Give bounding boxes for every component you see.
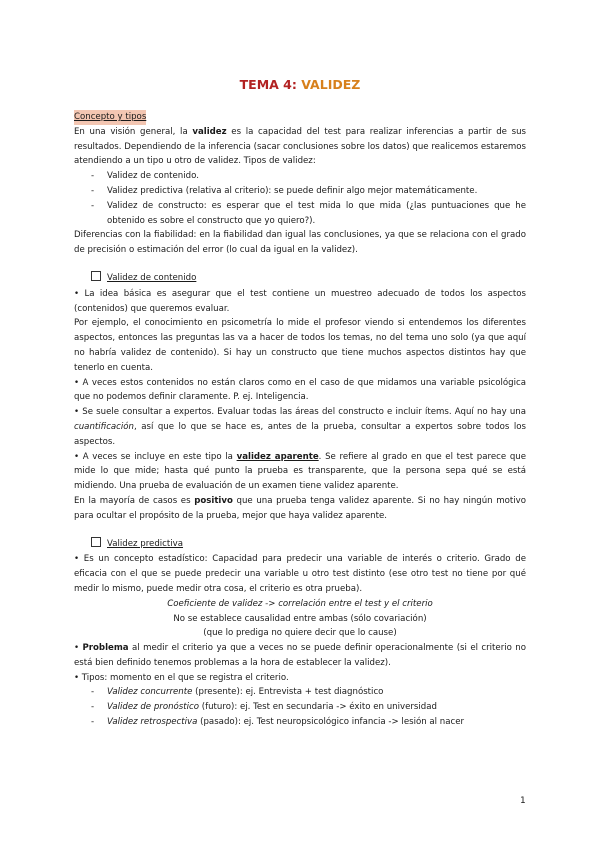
subsection-heading-contenido: Validez de contenido bbox=[74, 271, 526, 286]
subsection-heading-predictiva: Validez predictiva bbox=[74, 537, 526, 552]
paragraph: • Se suele consultar a expertos. Evaluar todas las áreas del constructo e incluir ítems. Aquí no hay una cuantificación, así que lo que se hace es, antes de la prueba, consultar a expertos sobre todos los aspectos. bbox=[74, 407, 526, 447]
list-item: - Validez concurrente (presente): ej. Entrevista + test diagnóstico bbox=[91, 687, 384, 698]
criterion-types-list bbox=[74, 685, 526, 729]
paragraph: Por ejemplo, el conocimiento en psicometría lo mide el profesor viendo si entendemos los diferentes aspectos, entonces las preguntas las va a hacer de todos los temas, no del tema uno solo (ya que aquí no habría validez de contenido). Si hay un constructo que tiene muchos aspectos distintos hay que tenerlo en cuenta. bbox=[74, 318, 526, 373]
list-item: - Validez de pronóstico (futuro): ej. Test en secundaria -> éxito en universidad bbox=[91, 702, 437, 713]
checkbox-icon bbox=[91, 537, 101, 547]
paragraph: En una visión general, la validez es la capacidad del test para realizar inferencias a partir de sus resultados. Dependiendo de la inferencia (sacar conclusiones sobre los datos) que realicemos estaremos atendiendo a un tipo u otro de validez. Tipos de validez: bbox=[74, 126, 526, 167]
section-concepto bbox=[74, 110, 526, 258]
checkbox-icon bbox=[91, 271, 101, 281]
section-contenido bbox=[74, 287, 526, 524]
paragraph: En la mayoría de casos es positivo que una prueba tenga validez aparente. Si no hay ningún motivo para ocultar el propósito de la prueba, mejor que haya validez aparente. bbox=[74, 495, 526, 521]
document-body bbox=[74, 110, 526, 730]
title-word: VALIDEZ bbox=[301, 77, 361, 92]
paragraph: • Es un concepto estadístico: Capacidad para predecir una variable de interés o criterio. Grado de eficacia con el que se puede predecir una variable u otro test distinto (ese otro test no tiene por qué medir lo mismo, puede medir otra cosa, el criterio es otra prueba). bbox=[74, 554, 526, 594]
paragraph: Diferencias con la fiabilidad: en la fiabilidad dan igual las conclusiones, ya que se relaciona con el grado de precisión o estimación del error (lo cual da igual en la validez). bbox=[74, 230, 526, 256]
centered-line: No se establece causalidad entre ambas (sólo covariación) bbox=[173, 613, 427, 624]
list-item: - Validez de constructo: es esperar que el test mida lo que mida (¿las puntuaciones que he obtenido es sobre el constructo que yo quiero?). bbox=[91, 200, 526, 226]
paragraph: • A veces se incluye en este tipo la validez aparente. Se refiere al grado en que el test parece que mide lo que mide; hasta qué punto la prueba es transparente, que la persona sepa qué se está midiendo. Una prueba de evaluación de un examen tiene validez aparente. bbox=[74, 451, 527, 492]
page-title bbox=[0, 77, 600, 92]
page-number: 1 bbox=[520, 796, 526, 806]
section-predictiva bbox=[74, 552, 526, 730]
list-item: - Validez predictiva (relativa al criterio): se puede definir algo mejor matemáticamente. bbox=[91, 185, 478, 196]
section-heading-concepto: Concepto y tipos bbox=[74, 110, 146, 125]
validity-types-list bbox=[74, 169, 526, 228]
list-item: - Validez retrospectiva (pasado): ej. Test neuropsicológico infancia -> lesión al nacer bbox=[91, 717, 465, 728]
paragraph: • A veces estos contenidos no están claros como en el caso de que midamos una variable psicológica que no podemos definir claramente. P. ej. Inteligencia. bbox=[74, 377, 526, 403]
paragraph: • Problema al medir el criterio ya que a veces no se puede definir operacionalmente (si el criterio no está bien definido tenemos problemas a la hora de establecer la validez). bbox=[74, 643, 526, 668]
paragraph: • Tipos: momento en el que se registra el criterio. bbox=[74, 672, 289, 683]
paragraph: • La idea básica es asegurar que el test contiene un muestreo adecuado de todos los aspectos (contenidos) que queremos evaluar. bbox=[74, 288, 526, 314]
title-number: TEMA 4: bbox=[239, 77, 297, 92]
centered-line: (que lo prediga no quiere decir que lo cause) bbox=[203, 628, 397, 639]
list-item: - Validez de contenido. bbox=[91, 171, 199, 182]
centered-line: Coeficiente de validez -> correlación entre el test y el criterio bbox=[167, 598, 433, 609]
